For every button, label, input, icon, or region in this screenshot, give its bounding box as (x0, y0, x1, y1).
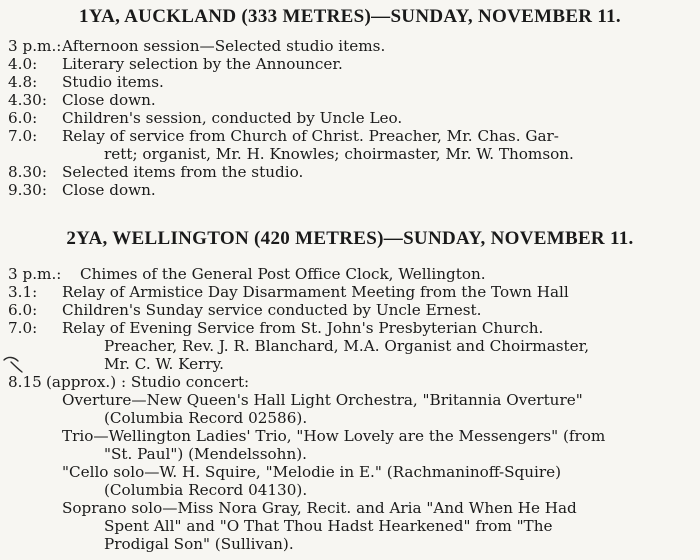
entry-time: 9.30: (8, 181, 47, 199)
entry-text: Selected items from the studio. (62, 163, 304, 181)
entry-text: Close down. (62, 91, 156, 109)
section-heading-2ya: 2YA, WELLINGTON (420 METRES)—SUNDAY, NOVEMBER 11. (66, 228, 634, 249)
entry-text: Relay of service from Church of Christ. Preacher, Mr. Chas. Gar- (62, 127, 559, 145)
entry-time: 3.1: (8, 283, 38, 301)
handwritten-mark-icon (2, 352, 24, 374)
concert-line: Overture—New Queen's Hall Light Orchestra, "Britannia Overture" (62, 391, 583, 409)
concert-line: "Cello solo—W. H. Squire, "Melodie in E." (Rachmaninoff-Squire) (62, 463, 562, 481)
entry-time: 6.0: (8, 109, 38, 127)
entry-time: 7.0: (8, 127, 38, 145)
concert-line: (Columbia Record 02586). (104, 409, 308, 427)
entry-time: 3 p.m.: (8, 37, 62, 55)
entry-continuation: Preacher, Rev. J. R. Blanchard, M.A. Organist and Choirmaster, (104, 337, 590, 355)
entry-text: Literary selection by the Announcer. (62, 55, 343, 73)
entry-time: 4.30: (8, 91, 47, 109)
entry-continuation: Mr. C. W. Kerry. (104, 355, 224, 373)
entry-text: Relay of Evening Service from St. John's Presbyterian Church. (62, 319, 544, 337)
entry-continuation: rett; organist, Mr. H. Knowles; choirmaster, Mr. W. Thomson. (104, 145, 574, 163)
concert-line: "St. Paul") (Mendelssohn). (104, 445, 307, 463)
entry-time: 4.0: (8, 55, 38, 73)
entry-text: Children's session, conducted by Uncle Leo. (62, 109, 403, 127)
entry-text: Studio items. (62, 73, 164, 91)
entry-text: Chimes of the General Post Office Clock, Wellington. (80, 265, 486, 283)
entry-time: 6.0: (8, 301, 38, 319)
section-heading-1ya: 1YA, AUCKLAND (333 METRES)—SUNDAY, NOVEMBER 11. (79, 6, 621, 27)
entry-text: Afternoon session—Selected studio items. (62, 37, 386, 55)
entry-time: 8.30: (8, 163, 47, 181)
concert-line: Spent All" and "O That Thou Hadst Hearkened" from "The (104, 517, 553, 535)
concert-line: Trio—Wellington Ladies' Trio, "How Lovely are the Messengers" (from (62, 427, 606, 445)
concert-line: Prodigal Son" (Sullivan). (104, 535, 294, 553)
entry-time: 3 p.m.: (8, 265, 62, 283)
concert-line: (Columbia Record 04130). (104, 481, 308, 499)
entry-time: 7.0: (8, 319, 38, 337)
entry-text: Relay of Armistice Day Disarmament Meeting from the Town Hall (62, 283, 569, 301)
entry-time: 8.15 (8, 373, 42, 391)
entry-text: Close down. (62, 181, 156, 199)
entry-time: 4.8: (8, 73, 38, 91)
entry-text: Children's Sunday service conducted by Uncle Ernest. (62, 301, 482, 319)
entry-text: (approx.) : Studio concert: (46, 373, 250, 391)
concert-line: Soprano solo—Miss Nora Gray, Recit. and Aria "And When He Had (62, 499, 577, 517)
